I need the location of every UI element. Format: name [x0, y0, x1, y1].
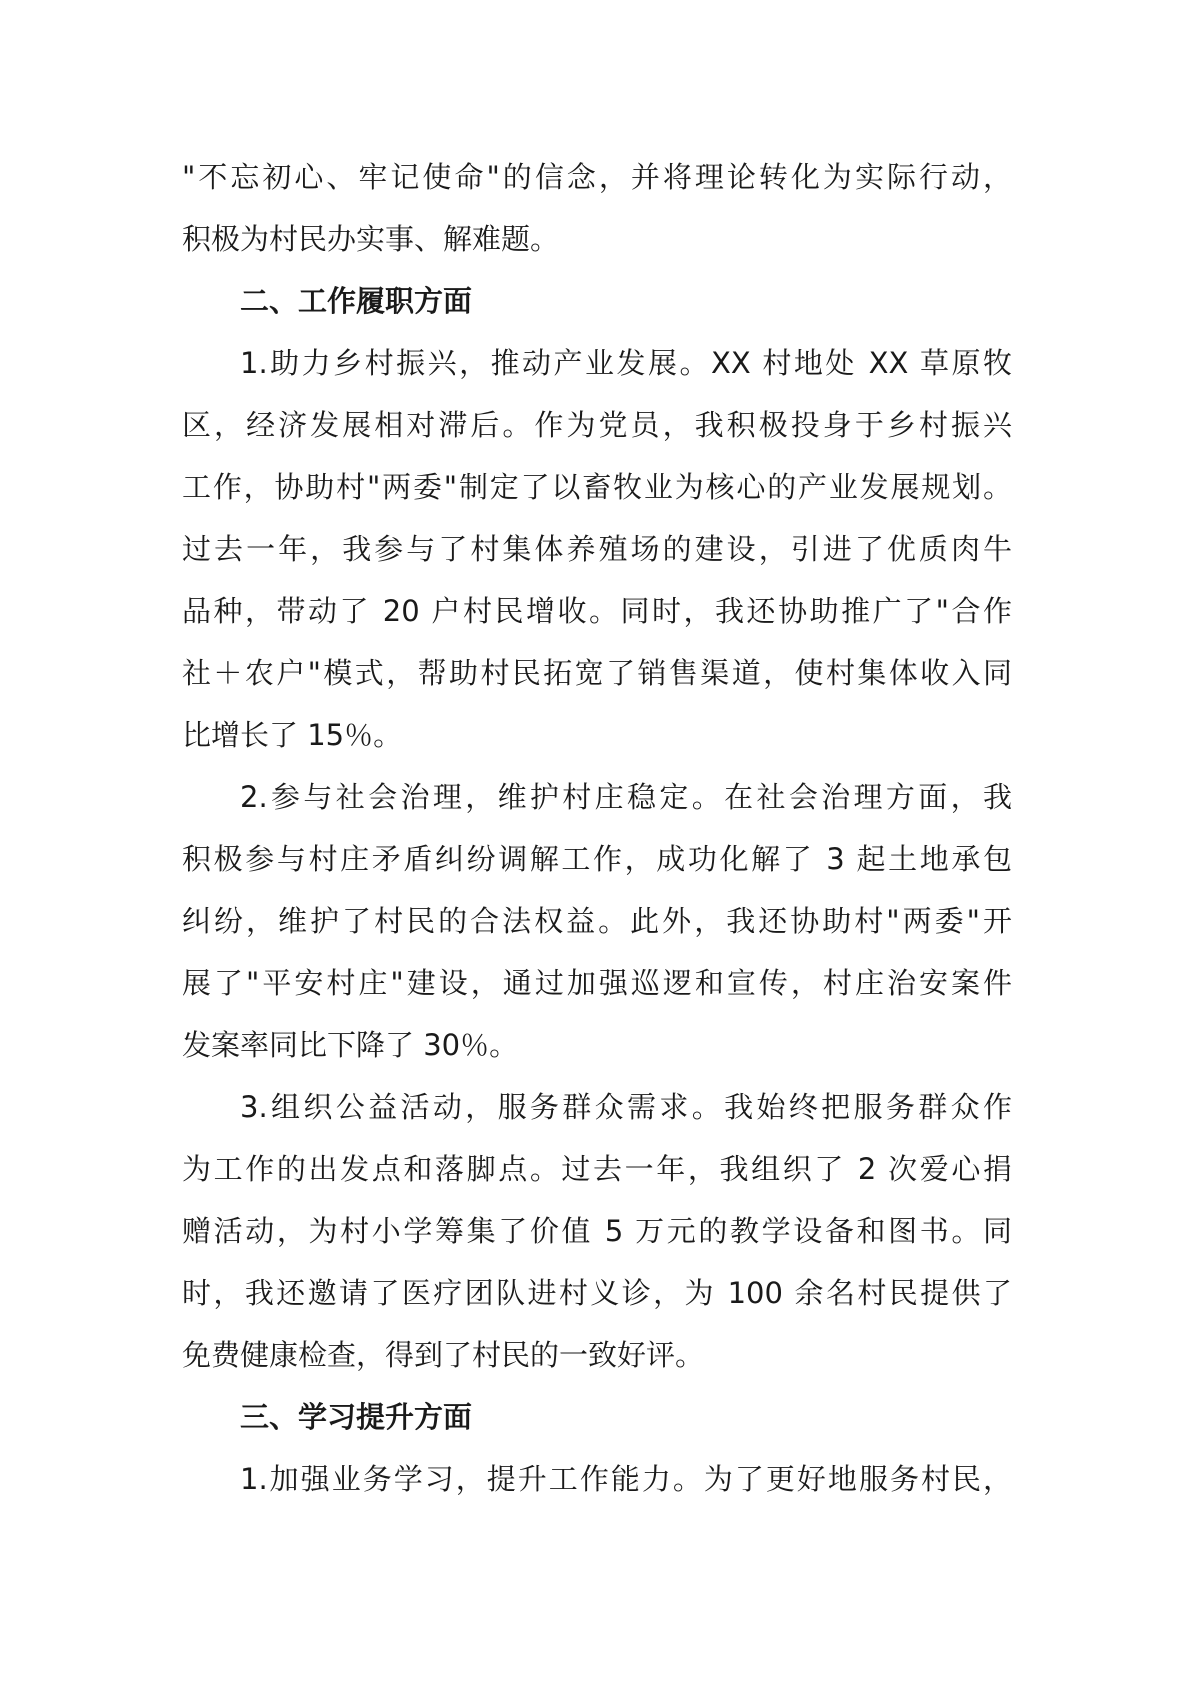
paragraph-line: 过去一年，我参与了村集体养殖场的建设，引进了优质肉牛: [182, 532, 1012, 566]
paragraph-line: 比增长了 15％。: [182, 718, 403, 752]
paragraph-line: 积极参与村庄矛盾纠纷调解工作，成功化解了 3 起土地承包: [182, 842, 1012, 876]
paragraph-line: 1.助力乡村振兴，推动产业发展。XX 村地处 XX 草原牧: [240, 346, 1012, 380]
paragraph-line: 区，经济发展相对滞后。作为党员，我积极投身于乡村振兴: [182, 408, 1012, 442]
paragraph-line: 3.组织公益活动，服务群众需求。我始终把服务群众作: [240, 1090, 1012, 1124]
paragraph-line: 社＋农户"模式，帮助村民拓宽了销售渠道，使村集体收入同: [182, 656, 1012, 690]
paragraph-line: 工作，协助村"两委"制定了以畜牧业为核心的产业发展规划。: [182, 470, 1012, 504]
paragraph-line: 免费健康检查，得到了村民的一致好评。: [182, 1338, 705, 1372]
paragraph-line: 时，我还邀请了医疗团队进村义诊，为 100 余名村民提供了: [182, 1276, 1012, 1310]
document-body: [182, 146, 1012, 1510]
paragraph-line: 2.参与社会治理，维护村庄稳定。在社会治理方面，我: [240, 780, 1012, 814]
paragraph-line: 1.加强业务学习，提升工作能力。为了更好地服务村民，: [240, 1462, 1012, 1496]
paragraph-line: 积极为村民办实事、解难题。: [182, 222, 560, 256]
section-heading-study-improvement: 三、学习提升方面: [240, 1400, 473, 1434]
paragraph-line: 为工作的出发点和落脚点。过去一年，我组织了 2 次爱心捐: [182, 1152, 1012, 1186]
paragraph-line: 品种，带动了 20 户村民增收。同时，我还协助推广了"合作: [182, 594, 1012, 628]
paragraph-line: 展了"平安村庄"建设，通过加强巡逻和宣传，村庄治安案件: [182, 966, 1012, 1000]
paragraph-line: 发案率同比下降了 30％。: [182, 1028, 519, 1062]
paragraph-line: "不忘初心、牢记使命"的信念，并将理论转化为实际行动，: [182, 160, 1012, 194]
paragraph-line: 纠纷，维护了村民的合法权益。此外，我还协助村"两委"开: [182, 904, 1012, 938]
section-heading-work-duties: 二、工作履职方面: [240, 284, 473, 318]
paragraph-line: 赠活动，为村小学筹集了价值 5 万元的教学设备和图书。同: [182, 1214, 1012, 1248]
